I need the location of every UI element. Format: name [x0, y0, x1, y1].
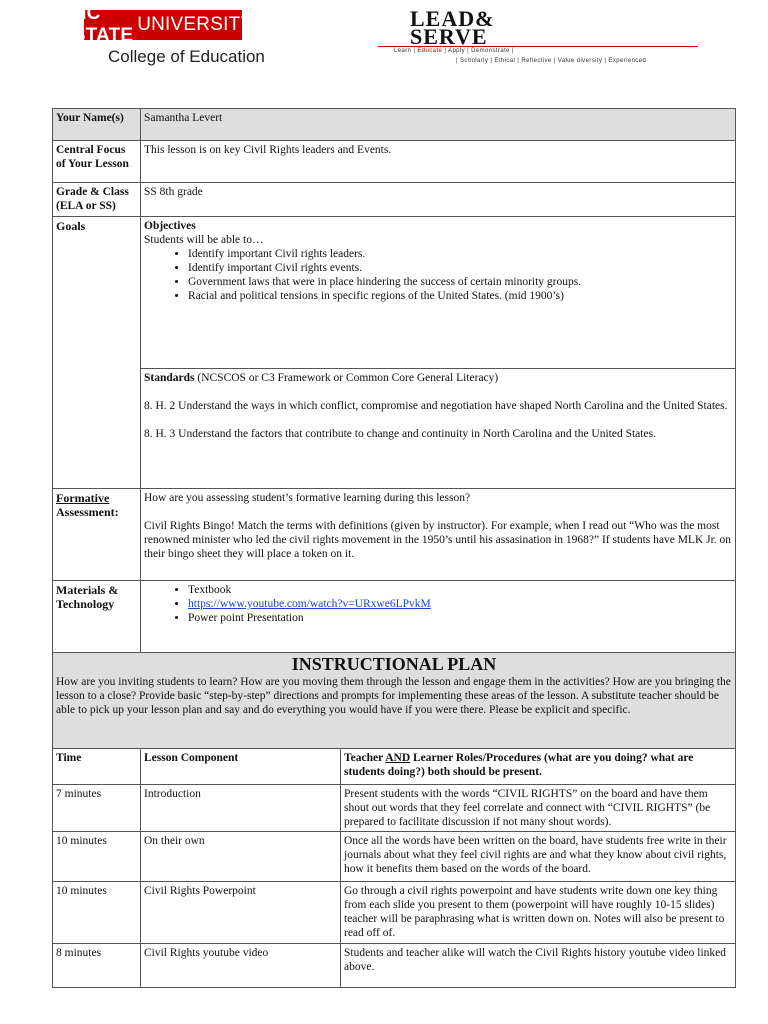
materials-cell — [141, 581, 736, 653]
grade-label: Grade & Class (ELA or SS) — [53, 183, 141, 217]
ncstate-logo-rest: UNIVERSITY — [137, 14, 254, 35]
materials-label: Materials & Technology — [53, 581, 141, 653]
step-component: Civil Rights youtube video — [141, 944, 341, 988]
objectives-cell — [141, 217, 736, 369]
logo-value: Reflective — [521, 58, 552, 64]
objectives-title: Objectives — [144, 220, 196, 232]
lesson-plan-document — [52, 108, 736, 988]
instructional-title: INSTRUCTIONAL PLAN — [291, 654, 497, 674]
lead-serve-wordmark — [410, 6, 495, 49]
step-procedure: Once all the words have been written on the board, have students free write in their journals about what they feel civil rights are and what they know about civil rights, how it benefits them based on the words of the board. — [341, 832, 736, 882]
goals-label: Goals — [53, 217, 141, 489]
serve-word: SERVE — [410, 24, 488, 49]
procedure-header-row — [53, 749, 736, 785]
focus-label: Central Focus of Your Lesson — [53, 141, 141, 183]
logo-value: Ethical — [494, 58, 516, 64]
objective-item: • Identify important Civil rights leaders. — [188, 247, 732, 261]
formative-label-2: Assessment: — [56, 505, 119, 519]
lead-serve-logo — [378, 6, 708, 70]
focus-value: This lesson is on key Civil Rights leaders and Events. — [141, 141, 736, 183]
logo-rule — [378, 46, 698, 47]
standard-item: 8. H. 3 Understand the factors that contribute to change and continuity in North Carolina and the United States. — [144, 428, 656, 440]
row-standards — [53, 369, 736, 489]
step-procedure: Present students with the words “CIVIL RIGHTS” on the board and have them shout out words that they feel correlate and connect with “CIVIL RIGHTS” (be prepared to facilitate discussion if not many shout words). — [341, 785, 736, 832]
logo-value: Scholarly — [460, 58, 489, 64]
objectives-list — [144, 247, 732, 303]
row-formative — [53, 489, 736, 581]
logo-value: Educate — [417, 48, 443, 54]
col-time-header: Time — [53, 749, 141, 785]
row-focus — [53, 141, 736, 183]
step-time: 10 minutes — [53, 882, 141, 944]
row-name — [53, 109, 736, 141]
step-time: 7 minutes — [53, 785, 141, 832]
row-grade — [53, 183, 736, 217]
step-component: Civil Rights Powerpoint — [141, 882, 341, 944]
objective-item: • Government laws that were in place hindering the success of certain minority groups. — [188, 275, 732, 289]
instructional-intro-cell — [53, 653, 736, 749]
step-time: 10 minutes — [53, 832, 141, 882]
objective-item: • Racial and political tensions in specific regions of the United States. (mid 1900’s) — [188, 289, 732, 303]
row-instructional-intro — [53, 653, 736, 749]
row-materials — [53, 581, 736, 653]
logo-value: Experienced — [608, 58, 647, 64]
name-value: Samantha Levert — [141, 109, 736, 141]
step-time: 8 minutes — [53, 944, 141, 988]
formative-question: How are you assessing student’s formative learning during this lesson? — [144, 492, 471, 504]
standards-sub: (NCSCOS or C3 Framework or Common Core General Literacy) — [197, 372, 499, 384]
standards-title: Standards — [144, 372, 195, 384]
logo-value: Apply — [448, 48, 466, 54]
material-item: • Textbook — [188, 583, 732, 597]
roles-header-b: Learner Roles/Procedures (what are you doing? what are students doing?) both should be present. — [344, 752, 694, 778]
formative-cell — [141, 489, 736, 581]
table-row — [53, 944, 736, 988]
roles-header-a: Teacher — [344, 752, 386, 764]
logo-value: Demonstrate — [471, 48, 510, 54]
step-component: Introduction — [141, 785, 341, 832]
material-item — [188, 597, 732, 611]
lesson-info-table — [52, 108, 736, 749]
standard-item: 8. H. 2 Understand the ways in which conflict, compromise and negotiation have shaped North Carolina and the United States. — [144, 400, 728, 412]
materials-list — [144, 583, 732, 625]
table-row — [53, 882, 736, 944]
logo-value: Learn — [394, 48, 412, 54]
logo-values-row-2: | Scholarly | Ethical | Reflective | Value diversity | Experienced — [456, 58, 647, 64]
name-label: Your Name(s) — [53, 109, 141, 141]
standards-cell — [141, 369, 736, 489]
formative-answer: Civil Rights Bingo! Match the terms with definitions (given by instructor). For example, when I read out “Who was the most renowned minister who led the civil rights movement in the 1950’s until his assasination in 1968?” If students have MLK Jr. on their bingo sheet they will place a token on it. — [144, 520, 732, 560]
step-component: On their own — [141, 832, 341, 882]
lead-word: LEAD& — [410, 6, 495, 31]
ncstate-logo-bold: NC STATE — [72, 3, 134, 46]
step-procedure: Go through a civil rights powerpoint and have students write down one key thing from each slide you present to them (powerpoint will have roughly 10-15 slides) teacher will be paraphrasing what is written down on. Notes will also be present to read off of. — [341, 882, 736, 944]
objective-item: • Identify important Civil rights events. — [188, 261, 732, 275]
col-component-header: Lesson Component — [141, 749, 341, 785]
college-name: College of Education — [108, 47, 265, 66]
step-procedure: Students and teacher alike will watch the Civil Rights history youtube video linked above. — [341, 944, 736, 988]
roles-header-and: AND — [385, 752, 411, 764]
grade-value: SS 8th grade — [141, 183, 736, 217]
instructional-intro: How are you inviting students to learn? How are you moving them through the lesson and engage them in the activities? How are you bringing the lesson to a close? Provide basic “step-by-step” directions and prompts for implementing these areas of the lesson. A substitute teacher should be able to pick up your lesson plan and say and do everything you would have if you were there. Please be explicit and specific. — [56, 676, 731, 716]
logo-values-row-1: Learn | Educate | Apply | Demonstrate | — [394, 48, 514, 54]
table-row — [53, 832, 736, 882]
col-roles-header — [341, 749, 736, 785]
formative-label — [53, 489, 141, 581]
material-item: • Power point Presentation — [188, 611, 732, 625]
logo-value: Value diversity — [557, 58, 603, 64]
table-row — [53, 785, 736, 832]
ncstate-logo — [72, 3, 254, 46]
procedure-table — [52, 748, 736, 988]
formative-label-1: Formative — [56, 491, 110, 505]
row-goals — [53, 217, 736, 369]
objectives-intro: Students will be able to… — [144, 234, 264, 246]
youtube-link[interactable]: https://www.youtube.com/watch?v=URxwe6LPvkM — [188, 598, 431, 610]
